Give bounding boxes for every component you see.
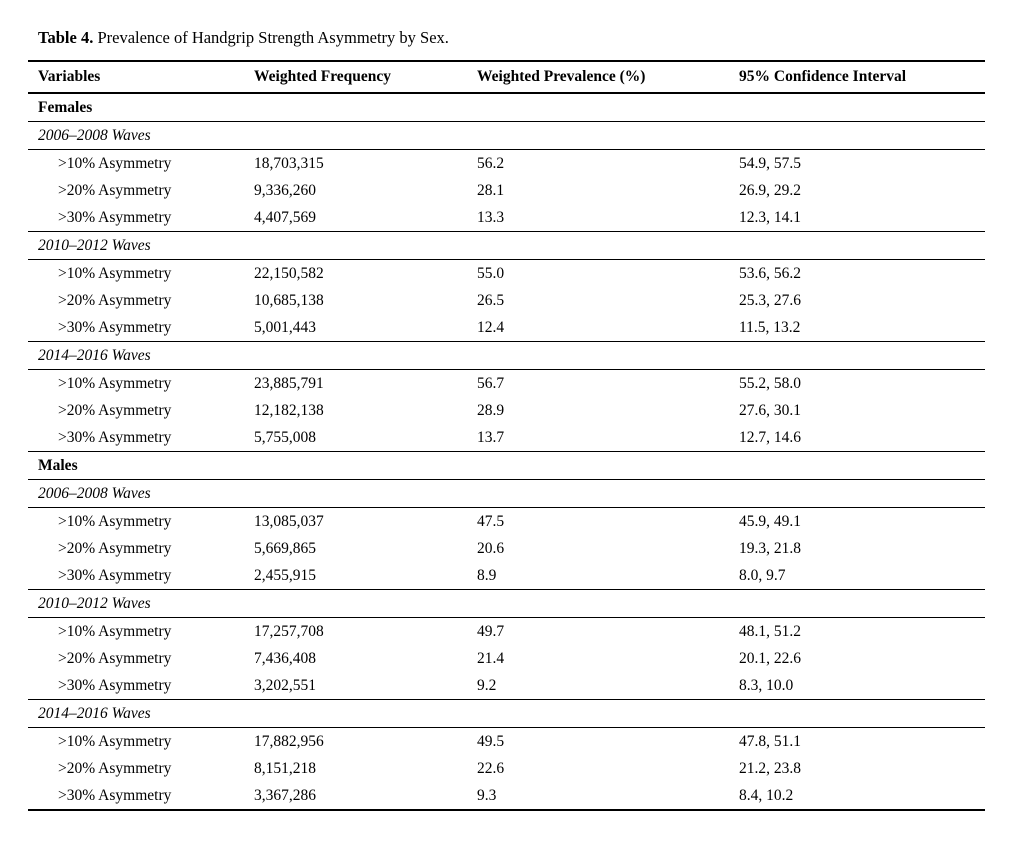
table-row	[28, 672, 985, 700]
prevalence-cell: 26.5	[477, 291, 505, 309]
ci-cell: 8.3, 10.0	[729, 672, 985, 700]
ci-cell: 12.7, 14.6	[729, 424, 985, 452]
wave-row	[28, 700, 985, 728]
frequency-cell: 10,685,138	[254, 291, 324, 309]
wave-row	[28, 122, 985, 150]
wave-label: 2010–2012 Waves	[28, 590, 985, 618]
frequency-cell: 13,085,037	[254, 512, 324, 530]
prevalence-cell: 49.7	[477, 622, 505, 640]
prevalence-cell: 28.9	[477, 401, 505, 419]
prevalence-cell: 9.2	[467, 672, 729, 700]
variable-cell: >30% Asymmetry	[28, 672, 244, 700]
column-header-variables: Variables	[28, 61, 244, 93]
frequency-cell: 7,436,408	[254, 649, 316, 667]
table-row	[28, 755, 985, 782]
prevalence-cell: 56.2	[477, 154, 505, 172]
frequency-cell: 17,882,956	[254, 732, 324, 750]
table-row	[28, 424, 985, 452]
prevalence-cell: 55.0	[477, 264, 505, 282]
variable-cell: >10% Asymmetry	[58, 732, 172, 750]
table-row	[28, 370, 985, 398]
frequency-cell: 2,455,915	[244, 562, 467, 590]
table-row	[28, 314, 985, 342]
column-header-weighted-frequency: Weighted Frequency	[244, 61, 467, 93]
table-row	[28, 260, 985, 288]
ci-cell: 8.4, 10.2	[729, 782, 985, 810]
prevalence-cell: 28.1	[477, 181, 505, 199]
variable-cell: >30% Asymmetry	[28, 424, 244, 452]
section-row	[28, 452, 985, 480]
variable-cell: >30% Asymmetry	[28, 562, 244, 590]
variable-cell: >10% Asymmetry	[58, 154, 172, 172]
variable-cell: >10% Asymmetry	[58, 622, 172, 640]
frequency-cell: 5,669,865	[254, 539, 316, 557]
ci-cell: 55.2, 58.0	[739, 374, 801, 392]
ci-cell: 12.3, 14.1	[729, 204, 985, 232]
frequency-cell: 23,885,791	[254, 374, 324, 392]
table-title-label: Table 4.	[38, 28, 94, 47]
section-label: Males	[28, 452, 985, 480]
prevalence-cell: 9.3	[467, 782, 729, 810]
wave-label: 2010–2012 Waves	[28, 232, 985, 260]
ci-cell: 25.3, 27.6	[739, 291, 801, 309]
table-row	[28, 508, 985, 536]
variable-cell: >10% Asymmetry	[58, 374, 172, 392]
prevalence-cell: 20.6	[477, 539, 505, 557]
prevalence-cell: 49.5	[477, 732, 505, 750]
wave-row	[28, 342, 985, 370]
wave-label: 2006–2008 Waves	[28, 480, 985, 508]
prevalence-cell: 56.7	[477, 374, 505, 392]
table-row	[28, 397, 985, 424]
variable-cell: >20% Asymmetry	[58, 649, 172, 667]
variable-cell: >20% Asymmetry	[58, 759, 172, 777]
table-row	[28, 645, 985, 672]
column-header-weighted-prevalence: Weighted Prevalence (%)	[467, 61, 729, 93]
wave-row	[28, 232, 985, 260]
variable-cell: >30% Asymmetry	[28, 782, 244, 810]
table-row	[28, 728, 985, 756]
frequency-cell: 4,407,569	[244, 204, 467, 232]
frequency-cell: 18,703,315	[254, 154, 324, 172]
frequency-cell: 12,182,138	[254, 401, 324, 419]
frequency-cell: 5,755,008	[244, 424, 467, 452]
prevalence-cell: 47.5	[477, 512, 505, 530]
wave-row	[28, 590, 985, 618]
variable-cell: >20% Asymmetry	[58, 181, 172, 199]
frequency-cell: 17,257,708	[254, 622, 324, 640]
table-title	[38, 27, 985, 49]
variable-cell: >20% Asymmetry	[58, 401, 172, 419]
table-row	[28, 782, 985, 810]
prevalence-cell: 12.4	[467, 314, 729, 342]
ci-cell: 53.6, 56.2	[739, 264, 801, 282]
variable-cell: >20% Asymmetry	[58, 291, 172, 309]
frequency-cell: 3,202,551	[244, 672, 467, 700]
ci-cell: 8.0, 9.7	[729, 562, 985, 590]
frequency-cell: 5,001,443	[244, 314, 467, 342]
frequency-cell: 3,367,286	[244, 782, 467, 810]
ci-cell: 45.9, 49.1	[739, 512, 801, 530]
ci-cell: 26.9, 29.2	[739, 181, 801, 199]
table-row	[28, 535, 985, 562]
wave-label: 2006–2008 Waves	[28, 122, 985, 150]
variable-cell: >10% Asymmetry	[58, 512, 172, 530]
table-row	[28, 150, 985, 178]
prevalence-cell: 13.7	[467, 424, 729, 452]
header-row	[28, 61, 985, 93]
variable-cell: >20% Asymmetry	[58, 539, 172, 557]
column-header-confidence-interval: 95% Confidence Interval	[729, 61, 985, 93]
table-header	[28, 61, 985, 93]
ci-cell: 48.1, 51.2	[739, 622, 801, 640]
section-row	[28, 93, 985, 122]
prevalence-cell: 8.9	[467, 562, 729, 590]
wave-label: 2014–2016 Waves	[28, 342, 985, 370]
table-title-text: Prevalence of Handgrip Strength Asymmetry by Sex.	[93, 28, 449, 47]
variable-cell: >30% Asymmetry	[28, 204, 244, 232]
prevalence-table	[28, 60, 985, 811]
ci-cell: 19.3, 21.8	[739, 539, 801, 557]
prevalence-cell: 13.3	[467, 204, 729, 232]
frequency-cell: 22,150,582	[254, 264, 324, 282]
table-body	[28, 93, 985, 810]
prevalence-cell: 21.4	[477, 649, 505, 667]
ci-cell: 21.2, 23.8	[739, 759, 801, 777]
ci-cell: 20.1, 22.6	[739, 649, 801, 667]
ci-cell: 11.5, 13.2	[729, 314, 985, 342]
ci-cell: 54.9, 57.5	[739, 154, 801, 172]
table-row	[28, 562, 985, 590]
prevalence-cell: 22.6	[477, 759, 505, 777]
variable-cell: >10% Asymmetry	[58, 264, 172, 282]
section-label: Females	[28, 93, 985, 122]
ci-cell: 27.6, 30.1	[739, 401, 801, 419]
table-row	[28, 618, 985, 646]
table-row	[28, 287, 985, 314]
table-row	[28, 204, 985, 232]
wave-label: 2014–2016 Waves	[28, 700, 985, 728]
frequency-cell: 8,151,218	[254, 759, 316, 777]
table-row	[28, 177, 985, 204]
wave-row	[28, 480, 985, 508]
ci-cell: 47.8, 51.1	[739, 732, 801, 750]
frequency-cell: 9,336,260	[254, 181, 316, 199]
variable-cell: >30% Asymmetry	[28, 314, 244, 342]
